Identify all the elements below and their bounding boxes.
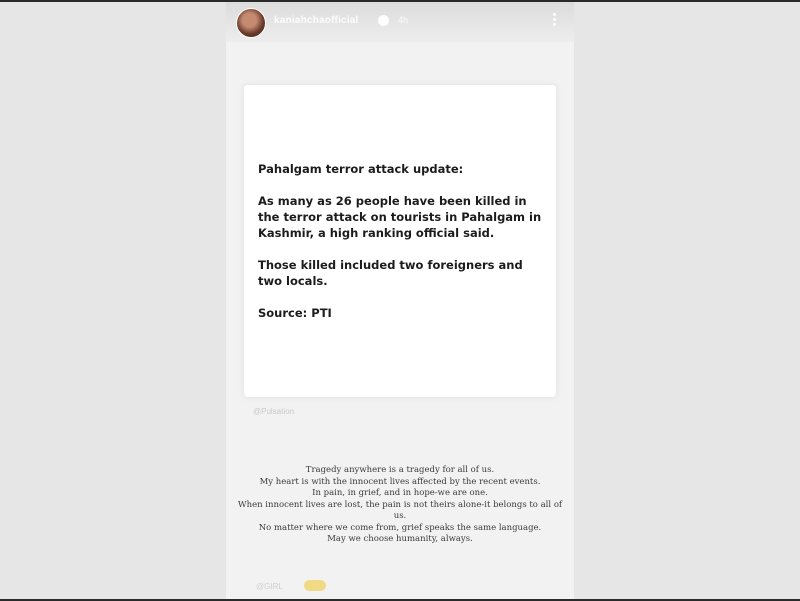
caption-line: No matter where we come from, grief speaks the same language. xyxy=(258,522,542,533)
news-heading: Pahalgam terror attack update: xyxy=(258,162,464,176)
news-paragraph-2: Those killed included two foreigners and two locals. xyxy=(258,258,523,288)
watermark: @Pulsation xyxy=(253,407,295,416)
verified-badge-icon xyxy=(378,15,389,26)
caption-line: Tragedy anywhere is a tragedy for all of us. xyxy=(305,465,495,475)
story-header xyxy=(226,2,574,42)
more-options-icon[interactable] xyxy=(548,11,560,31)
avatar[interactable] xyxy=(236,8,266,38)
emoji-sticker-icon xyxy=(304,580,326,591)
caption-line: When innocent lives are lost, the pain is not theirs alone-it belongs to all of us. xyxy=(237,499,563,521)
news-card xyxy=(244,85,556,397)
story-caption xyxy=(232,465,568,546)
caption-line: In pain, in grief, and in hope-we are one. xyxy=(312,488,488,498)
caption-line: May we choose humanity, always. xyxy=(327,534,473,544)
story-viewer xyxy=(226,2,574,599)
news-source: Source: PTI xyxy=(258,306,332,320)
story-timestamp: 4h xyxy=(398,15,409,25)
username[interactable]: kaniahchaofficial xyxy=(274,15,359,26)
caption-line: My heart is with the innocent lives affected by the recent events. xyxy=(259,476,541,487)
news-paragraph-1: As many as 26 people have been killed in the terror attack on tourists in Pahalgam in Kashmir, a high ranking official said. xyxy=(258,194,542,240)
footer-mention[interactable]: @GIRL xyxy=(256,582,283,591)
news-card-text xyxy=(258,161,548,337)
